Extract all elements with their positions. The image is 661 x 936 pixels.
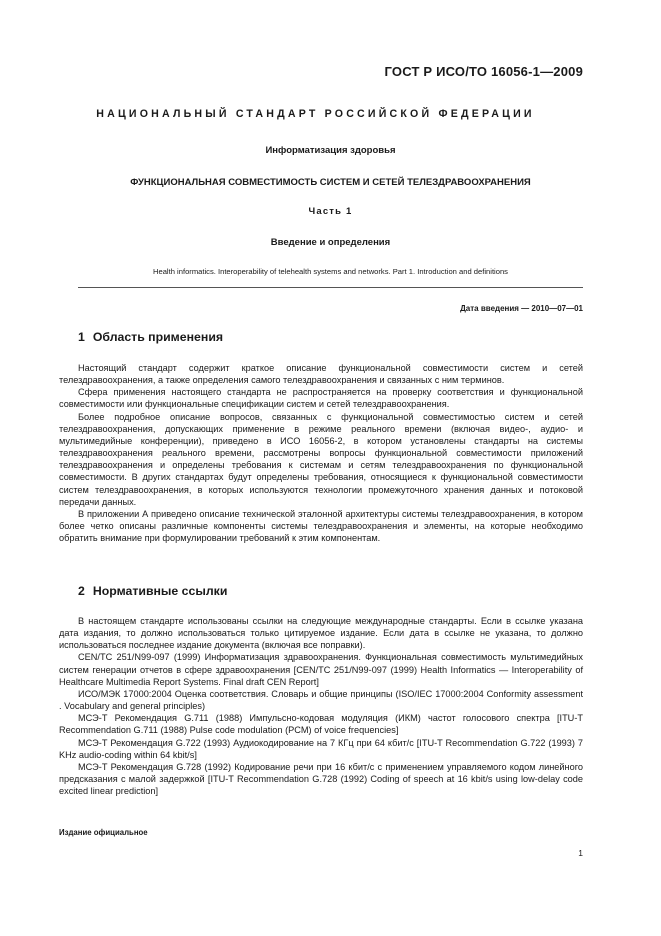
document-subtitle: Введение и определения bbox=[270, 237, 391, 248]
section-2-body bbox=[59, 615, 583, 797]
national-standard-heading: НАЦИОНАЛЬНЫЙ СТАНДАРТ РОССИЙСКОЙ ФЕДЕРАЦИИ bbox=[96, 108, 535, 120]
part-label: Часть 1 bbox=[308, 206, 353, 217]
section-1-body bbox=[59, 362, 583, 544]
title-domain: Информатизация здоровья bbox=[265, 145, 396, 156]
reference-item: МСЭ-Т Рекомендация G.711 (1988) Импульсно-кодовая модуляция (ИКМ) частот голосового спектра [ITU-T Recommendation G.711 (1988) Pulse code modulation (PCM) of voice frequencies] bbox=[59, 713, 583, 736]
document-title: ФУНКЦИОНАЛЬНАЯ СОВМЕСТИМОСТЬ СИСТЕМ И СЕТЕЙ ТЕЛЕЗДРАВООХРАНЕНИЯ bbox=[130, 177, 531, 188]
paragraph: Настоящий стандарт содержит краткое описание функциональной совместимости систем и сетей телездравоохранения, а также определения самого телездравоохранения и связанных с ним терминов. bbox=[59, 363, 583, 386]
section-2-title: Нормативные ссылки bbox=[92, 584, 228, 598]
reference-item: CEN/TC 251/N99-097 (1999) Информатизация здравоохранения. Функциональная совместимость мультимедийных систем генерации отчетов в сфере здравоохранения [CEN/TC 251/N99-097 (1999) Health Informatics — Interoperability of Healthcare Multimedia Report Systems. Final draft CEN Report] bbox=[59, 652, 583, 687]
section-2-number: 2 bbox=[78, 584, 85, 598]
paragraph: Более подробное описание вопросов, связанных с функциональной совместимостью систем и сетей телездравоохранения, допускающих применение в режиме реального времени (включая видео-, аудио- и мультимедийные конференции), приведено в ИСО 16056-2, в котором установлены стандарты на системы телездравоохранения реального времени, рассмотрены вопросы функциональной совместимости приложений телездравоохранения и определены требования к системам и сетям телездравоохранения по функциональной совместимости. В других стандартах будут определены требования, относящиеся к функциональной совместимости систем телездравоохранения, в которых используются технологии промежуточного хранения данных и потоковой передачи данных. bbox=[59, 411, 583, 507]
page-number: 1 bbox=[578, 848, 583, 858]
section-2-heading bbox=[78, 584, 227, 598]
title-divider bbox=[78, 287, 583, 288]
introduction-date: Дата введения — 2010—07—01 bbox=[460, 304, 583, 313]
section-1-title: Область применения bbox=[92, 330, 224, 344]
paragraph: В настоящем стандарте использованы ссылки на следующие международные стандарты. Если в ссылке указана дата издания, то должно использоваться только цитируемое издание. Если дата в ссылке не указана, то должно использоваться последнее издание документа (включая все поправки). bbox=[59, 616, 583, 651]
paragraph: В приложении А приведено описание технической эталонной архитектуры системы телездравоохранения, в котором более четко описаны различные компоненты системы телездравоохранения и элементы, на которые необходимо обратить внимание при формулировании требований к этим компонентам. bbox=[59, 508, 583, 544]
document-code: ГОСТ Р ИСО/ТО 16056-1—2009 bbox=[384, 64, 583, 79]
section-1-number: 1 bbox=[78, 330, 85, 344]
reference-item: ИСО/МЭК 17000:2004 Оценка соответствия. Словарь и общие принципы (ISO/IEC 17000:2004 Conformity assessment . Vocabulary and general principles) bbox=[59, 688, 583, 712]
section-1-heading bbox=[78, 330, 223, 344]
edition-note: Издание официальное bbox=[59, 828, 148, 837]
english-title: Health informatics. Interoperability of telehealth systems and networks. Part 1. Introduction and definitions bbox=[153, 267, 508, 276]
reference-item: МСЭ-Т Рекомендация G.728 (1992) Кодирование речи при 16 кбит/с с применением управляемого кодом линейного предсказания с малой задержкой [ITU-T Recommendation G.728 (1992) Coding of speech at 16 kbit/s using low-delay code excited linear prediction] bbox=[59, 761, 583, 797]
paragraph: Сфера применения настоящего стандарта не распространяется на проверку соответствия и функциональной совместимости или функциональные спецификации систем и сетей телездравоохранения. bbox=[59, 387, 583, 410]
reference-item: МСЭ-Т Рекомендация G.722 (1993) Аудиокодирование на 7 КГц при 64 кбит/с [ITU-T Recommendation G.722 (1993) 7 KHz audio-coding within 64 kbit/s] bbox=[59, 737, 583, 760]
